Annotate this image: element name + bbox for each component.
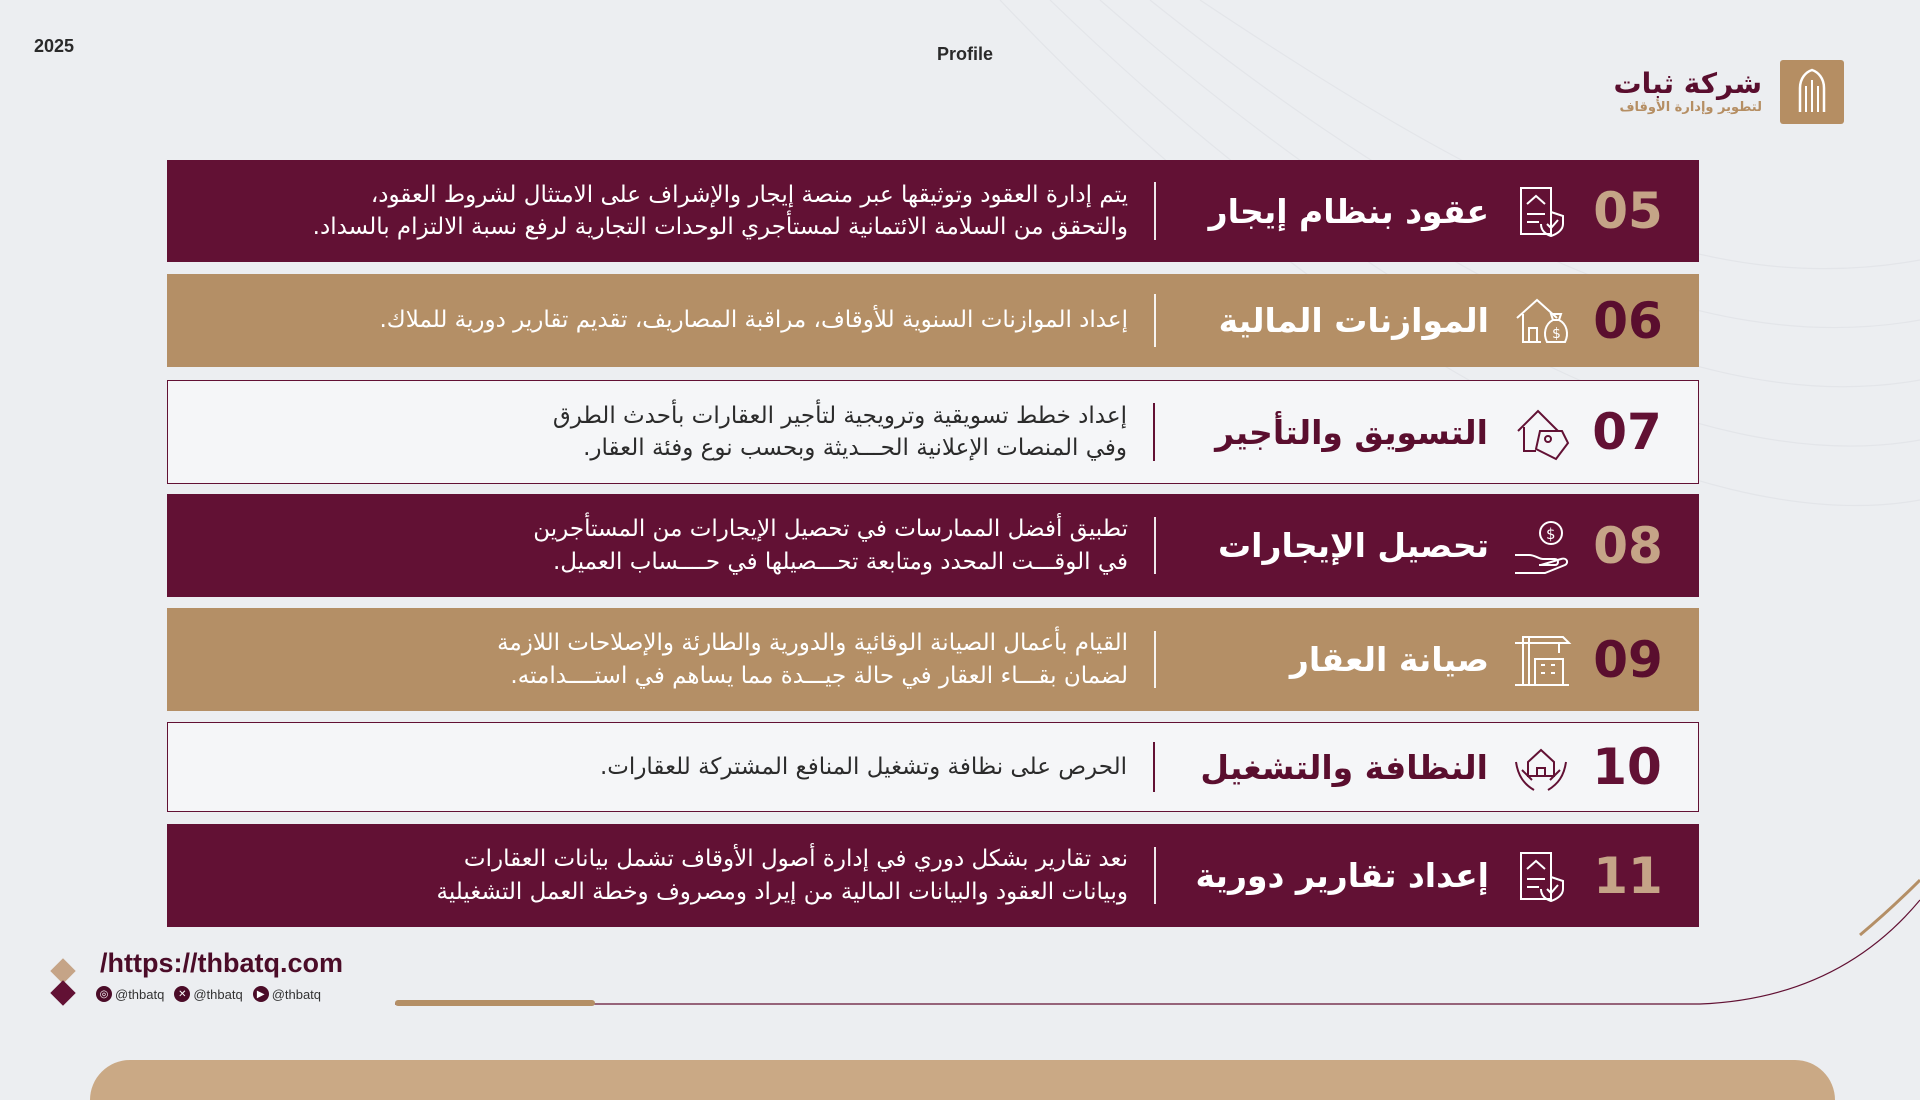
year-label: 2025 (34, 36, 75, 56)
x-icon: ✕ (174, 986, 190, 1002)
service-description: إعداد الموازنات السنوية للأوقاف، مراقبة المصاريف، تقديم تقارير دورية للملاك. (379, 307, 1128, 334)
report-shield-icon (1511, 845, 1573, 907)
service-number: 06 (1593, 291, 1663, 350)
service-number: 09 (1593, 630, 1663, 689)
divider (1154, 847, 1156, 905)
service-row-06 (167, 274, 1699, 367)
service-number: 08 (1593, 516, 1663, 575)
service-row-10 (167, 722, 1699, 812)
house-tag-icon (1510, 401, 1572, 463)
logo-subtitle: لتطوير وإدارة الأوقاف (1619, 100, 1762, 116)
house-money-bag-icon (1511, 290, 1573, 352)
service-description: يتم إدارة العقود وتوثيقها عبر منصة إيجار والإشراف على الامتثال لشروط العقود، والتحقق من السلامة الائتمانية لمستأجري الوحدات التجارية لرفع نسبة الالتزام بالسداد. (312, 181, 1128, 240)
service-title: النظافة والتشغيل (1200, 747, 1488, 787)
hand-coin-icon (1511, 515, 1573, 577)
company-logo (1613, 60, 1844, 124)
svg-text:$: $ (1546, 524, 1556, 543)
service-description: القيام بأعمال الصيانة الوقائية والدورية والطارئة والإصلاحات اللازمة لضمان بقـــاء العقار في حالة جيـــدة مما يساهم في استــــدامته. (497, 630, 1128, 689)
service-number: 10 (1592, 738, 1662, 796)
service-title: صيانة العقار (1289, 640, 1489, 679)
social-youtube[interactable]: ▶ @thbatq (253, 986, 321, 1002)
social-x[interactable]: ✕ @thbatq (174, 986, 242, 1002)
service-title: التسويق والتأجير (1215, 412, 1488, 452)
logo-mark-icon (1780, 60, 1844, 124)
service-title: إعداد تقارير دورية (1195, 856, 1489, 895)
service-title: تحصيل الإيجارات (1217, 526, 1489, 565)
social-instagram[interactable]: ◎ @thbatq (96, 986, 164, 1002)
service-description: نعد تقارير بشكل دوري في إدارة أصول الأوقاف تشمل بيانات العقارات وبيانات العقود والبيانات المالية من إيراد ومصروف وخطة العمل التشغيلية (436, 846, 1128, 905)
instagram-icon: ◎ (96, 986, 112, 1002)
divider (1153, 403, 1155, 460)
social-links (96, 986, 321, 1002)
hands-house-icon (1510, 736, 1572, 798)
service-row-05 (167, 160, 1699, 262)
service-description: الحرص على نظافة وتشغيل المنافع المشتركة للعقارات. (599, 753, 1127, 780)
svg-text:$: $ (1552, 325, 1561, 342)
service-description: إعداد خطط تسويقية وترويجية لتأجير العقارات بأحدث الطرق وفي المنصات الإعلانية الحـــديثة وبحسب نوع وفئة العقار. (552, 402, 1127, 461)
divider (1154, 631, 1156, 689)
service-number: 11 (1593, 846, 1663, 905)
service-description: تطبيق أفضل الممارسات في تحصيل الإيجارات من المستأجرين في الوقـــت المحدد ومتابعة تحـــصيلها في حــــساب العميل. (533, 516, 1128, 575)
contract-shield-icon (1511, 180, 1573, 242)
divider (1154, 182, 1156, 239)
service-row-08 (167, 494, 1699, 597)
profile-label: Profile (936, 44, 993, 64)
bottom-decorative-band (90, 1060, 1835, 1100)
service-title: عقود بنظام إيجار (1208, 191, 1489, 231)
service-number: 07 (1592, 403, 1662, 461)
logo-name: شركة ثبات (1613, 66, 1762, 100)
divider (1154, 294, 1156, 346)
service-title: الموازنات المالية (1218, 301, 1489, 340)
divider (1153, 742, 1155, 791)
service-number: 05 (1593, 182, 1663, 240)
website-link[interactable]: /https://thbatq.com (100, 948, 343, 978)
crane-building-icon (1511, 629, 1573, 691)
service-row-07 (167, 380, 1699, 484)
youtube-icon: ▶ (253, 986, 269, 1002)
service-row-09 (167, 608, 1699, 711)
divider (1154, 517, 1156, 575)
service-row-11 (167, 824, 1699, 927)
